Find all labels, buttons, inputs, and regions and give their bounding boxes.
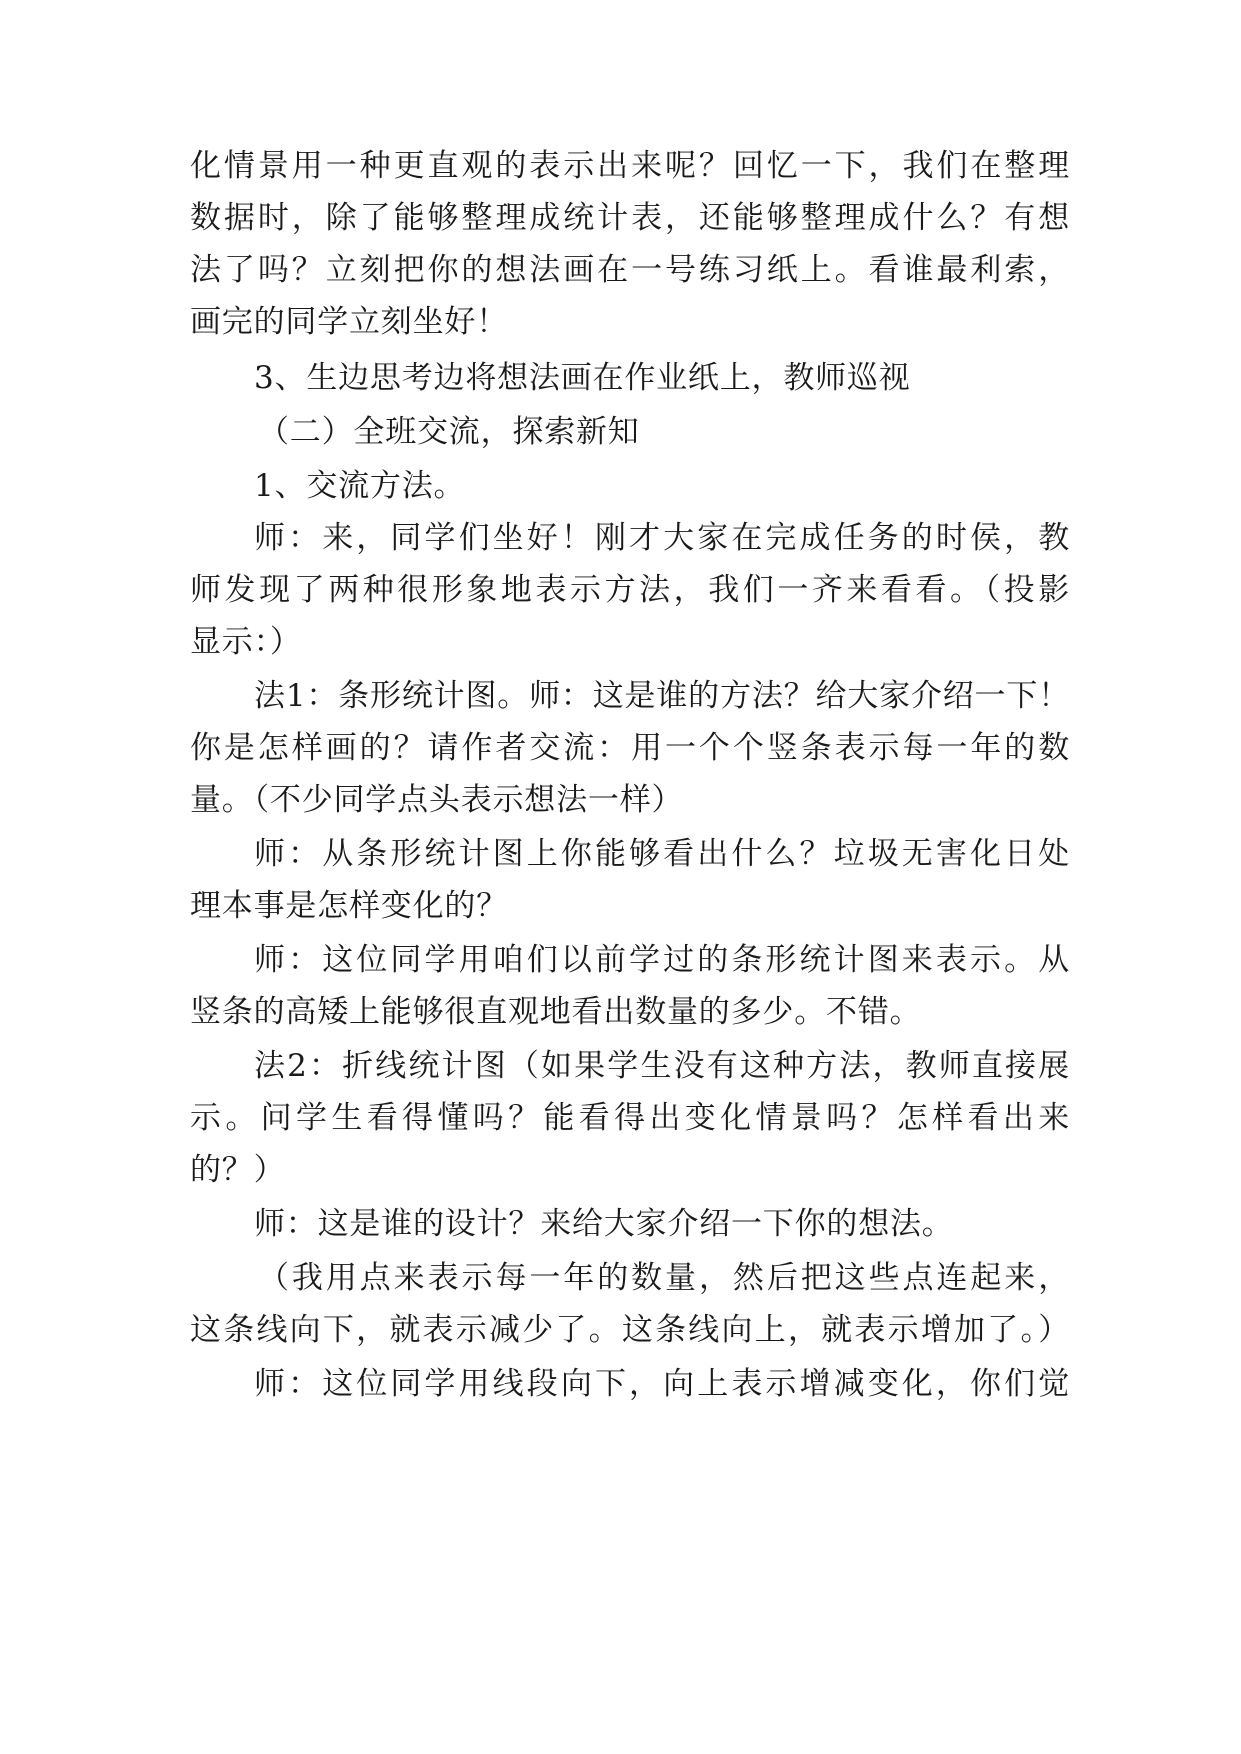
text-line: 化情景用一种更直观的表示出来呢？回忆一下，我们在整理 [190,148,1070,184]
text-line: 法1：条形统计图。师：这是谁的方法？给大家介绍一下！ [254,678,1070,714]
text-line: 显示：） [190,624,302,660]
text-line: 师发现了两种很形象地表示方法，我们一齐来看看。（投影 [190,572,1070,608]
text-line: 竖条的高矮上能够很直观地看出数量的多少。不错。 [190,994,922,1030]
text-line: 师：这是谁的设计？来给大家介绍一下你的想法。 [254,1206,954,1242]
section-heading: （二）全班交流，探索新知 [258,414,640,450]
text-line: 1、交流方法。 [254,468,466,504]
text-line: 示。问学生看得懂吗？能看得出变化情景吗？怎样看出来 [190,1100,1070,1136]
text-line: 师：这位同学用线段向下，向上表示增减变化，你们觉 [254,1366,1070,1402]
text-line: 师：这位同学用咱们以前学过的条形统计图来表示。从 [254,942,1070,978]
text-line: 数据时，除了能够整理成统计表，还能够整理成什么？有想 [190,200,1070,236]
text-line: 这条线向下，就表示减少了。这条线向上，就表示增加了。） [190,1312,1070,1348]
text-line: 你是怎样画的？请作者交流：用一个个竖条表示每一年的数 [190,730,1070,766]
text-line: 师：从条形统计图上你能够看出什么？垃圾无害化日处 [254,836,1070,872]
text-line: 画完的同学立刻坐好！ [190,304,508,340]
text-line: 理本事是怎样变化的？ [190,888,508,924]
text-line: 法2：折线统计图（如果学生没有这种方法，教师直接展 [254,1048,1070,1084]
text-line: 师：来，同学们坐好！刚才大家在完成任务的时侯，教 [254,520,1070,556]
text-line: 3、生边思考边将想法画在作业纸上，教师巡视 [254,360,911,396]
text-line: 量。（不少同学点头表示想法一样） [190,782,684,818]
text-line: （我用点来表示每一年的数量，然后把这些点连起来， [258,1260,1070,1296]
text-line: 法了吗？立刻把你的想法画在一号练习纸上。看谁最利索， [190,252,1070,288]
text-line: 的？） [190,1152,286,1188]
